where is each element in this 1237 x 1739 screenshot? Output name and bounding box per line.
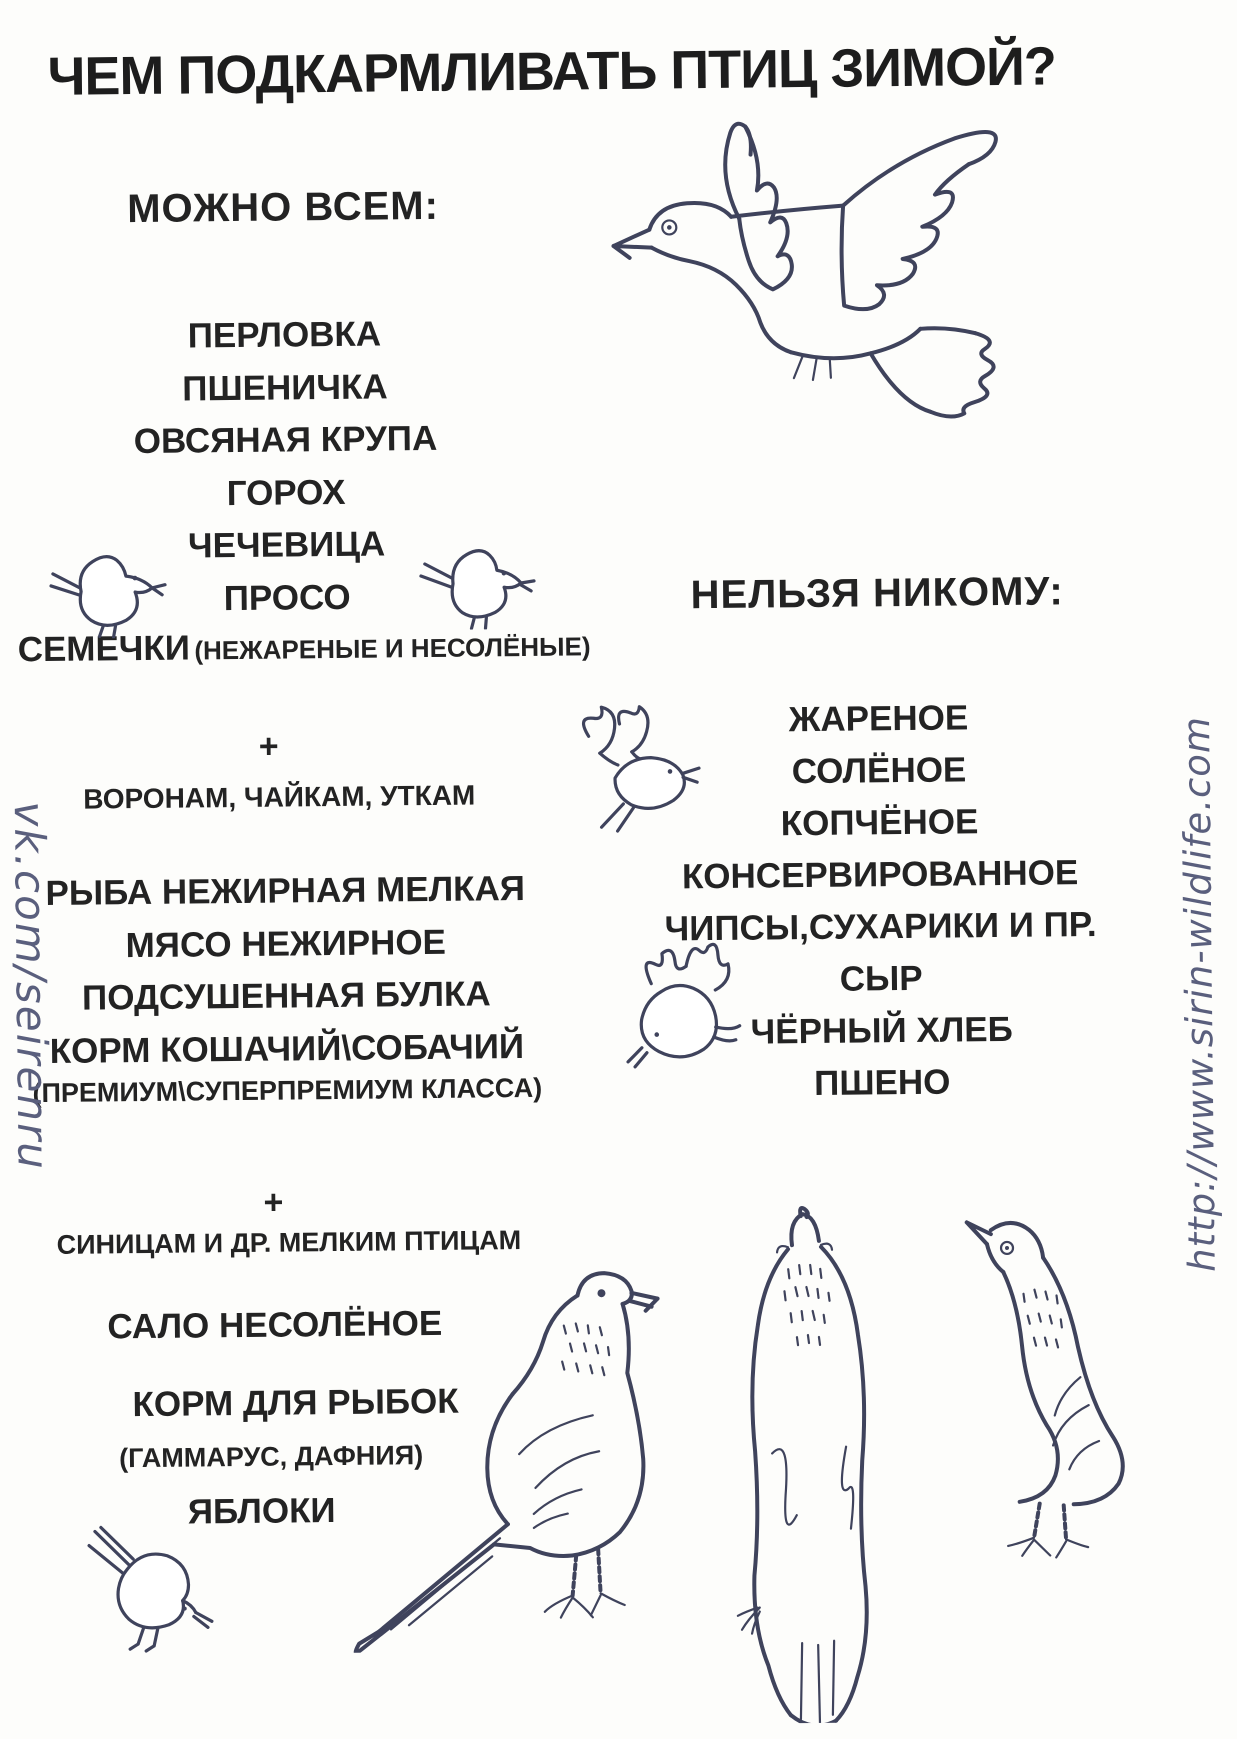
allowed-item-apples: ЯБЛОКИ: [187, 1490, 336, 1532]
allowed-heading: МОЖНО ВСЕМ:: [126, 183, 440, 232]
watermark-vk-handwriting: vk.com/seirenru: [4, 801, 58, 1172]
flying-sparrow-illustration: [576, 699, 705, 838]
list-item: СЫР: [839, 958, 923, 999]
list-item: ГОРОХ: [226, 472, 346, 513]
small-bird-left-illustration: [49, 543, 170, 639]
watermark-site-handwriting: http://www.sirin-wildlife.com: [1174, 715, 1224, 1273]
allowed-group-2-note: (ГАММАРУС, ДАФНИЯ): [119, 1440, 424, 1474]
allowed-item-fish-food: КОРМ ДЛЯ РЫБОК: [132, 1381, 459, 1425]
list-item: ЧИПСЫ,СУХАРИКИ И ПР.: [664, 904, 1097, 949]
pigeon-standing-illustration: [339, 1254, 708, 1653]
plus-sign: +: [263, 1183, 284, 1222]
forbidden-heading: НЕЛЬЗЯ НИКОМУ:: [690, 569, 1064, 618]
diving-sparrow-illustration: [601, 937, 748, 1091]
allowed-group-1-list: [20, 863, 552, 1079]
list-item: ПЕРЛОВКА: [187, 314, 382, 356]
list-item: РЫБА НЕЖИРНАЯ МЕЛКАЯ: [45, 868, 526, 914]
allowed-group-1-note: (ПРЕМИУМ\СУПЕРПРЕМИУМ КЛАССА): [32, 1072, 543, 1109]
seeds-label: СЕМЕЧКИ: [17, 628, 191, 670]
list-item: ЖАРЕНОЕ: [788, 698, 969, 740]
list-item: ПРОСО: [223, 577, 351, 618]
list-item: МЯСО НЕЖИРНОЕ: [125, 922, 447, 965]
seeds-note: (НЕЖАРЕНЫЕ И НЕСОЛЁНЫЕ): [194, 631, 591, 666]
list-item: КОПЧЁНОЕ: [780, 802, 979, 844]
list-item: ЧЁРНЫЙ ХЛЕБ: [750, 1009, 1014, 1052]
list-item: ПШЕНО: [813, 1062, 951, 1103]
list-item: ПОДСУШЕННАЯ БУЛКА: [81, 974, 491, 1018]
list-item: КОНСЕРВИРОВАННОЕ: [681, 853, 1079, 897]
list-item: ПШЕНИЧКА: [182, 366, 388, 409]
poster-title: ЧЕМ ПОДКАРМЛИВАТЬ ПТИЦ ЗИМОЙ?: [47, 36, 1057, 107]
list-item: ЧЕЧЕВИЦА: [187, 524, 386, 566]
bird-standing-right-illustration: [939, 1207, 1138, 1581]
list-item: КОРМ КОШАЧИЙ\СОБАЧИЙ: [49, 1026, 525, 1071]
flying-dove-illustration: [604, 114, 1028, 463]
allowed-audience-1: ВОРОНАМ, ЧАЙКАМ, УТКАМ: [83, 779, 476, 815]
list-item: СОЛЁНОЕ: [791, 750, 967, 792]
list-item: ОВСЯНАЯ КРУПА: [133, 418, 438, 462]
plus-sign: +: [258, 727, 279, 766]
allowed-audience-2: СИНИЦАМ И ДР. МЕЛКИМ ПТИЦАМ: [56, 1225, 522, 1260]
allowed-item-salo: САЛО НЕСОЛЁНОЕ: [107, 1303, 443, 1347]
pecking-bird-illustration: [87, 1524, 218, 1657]
bird-back-view-illustration: [704, 1202, 919, 1724]
small-bird-right-illustration: [419, 537, 540, 630]
